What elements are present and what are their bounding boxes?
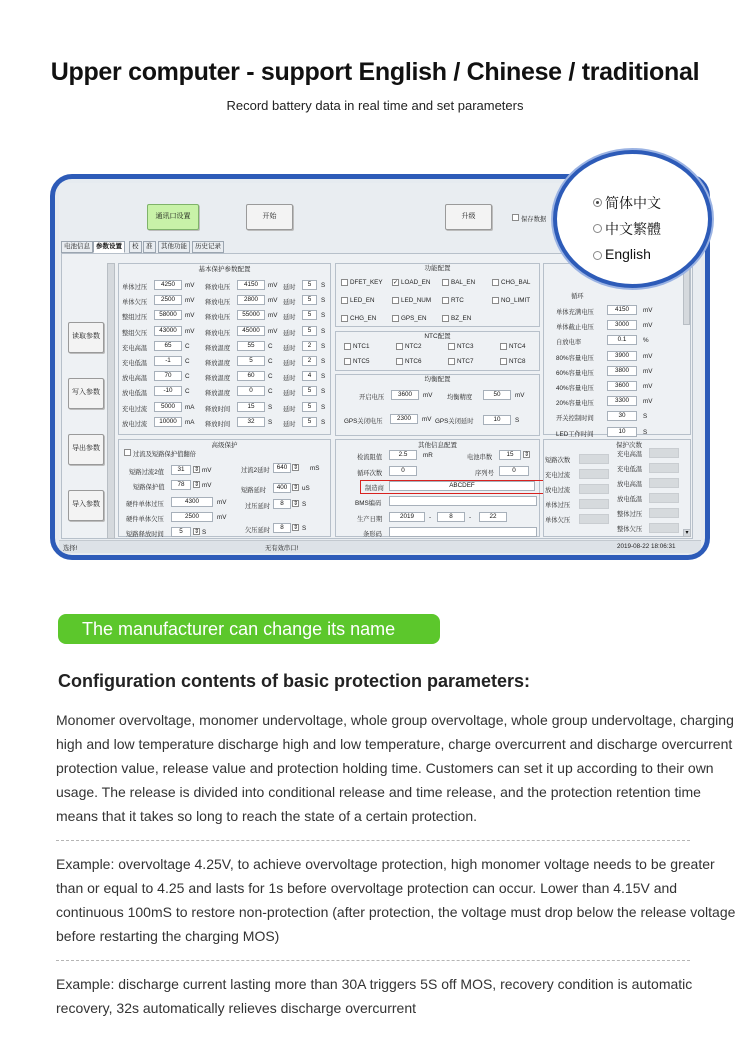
right-param-label: LED工作时间 [556,430,594,438]
ntc-label: NTC2 [405,343,422,350]
tab-calib-1[interactable]: 校 [129,241,142,253]
gps-off-voltage-label: GPS关闭电压 [344,418,383,425]
production-day-input[interactable]: 22 [479,512,507,522]
basic-param-unit: mV [185,312,195,320]
serial-number-input[interactable]: 0 [499,466,529,476]
ntc-label: NTC7 [457,358,474,365]
function-checkbox[interactable] [341,315,348,322]
right-param-unit: mV [643,322,653,330]
right-param-unit: % [643,337,649,345]
protection-count-value [579,454,609,464]
ov-delay-unit: S [302,501,307,508]
sense-resistor-label: 检流阻值 [357,454,383,461]
protection-count-label: 放电过流 [545,487,571,494]
release-unit: C [268,358,273,365]
basic-param-unit: C [185,342,190,350]
function-label: CHG_EN [350,315,377,322]
basic-param-label: 单体过压 [122,284,148,291]
function-label: DFET_KEY [350,279,383,286]
gps-off-delay-input[interactable]: 10 [483,415,511,425]
delay-input[interactable]: 5 [302,280,317,290]
status-message: 无有效串口! [265,545,299,552]
short-release-label: 短路释放时间 [126,531,164,538]
release-input[interactable]: 32 [237,417,265,427]
sense-resistor-unit: mR [423,452,433,459]
ntc-label: NTC6 [405,358,422,365]
right-param-label: 开关控制时间 [556,415,594,423]
release-input[interactable]: 60 [237,371,265,381]
right-param-label: 单体截止电压 [556,324,594,332]
right-param-label: 60%容量电压 [556,369,594,377]
right-param-unit: S [643,428,648,436]
short-release-spinner-icon[interactable]: ⇕ [194,529,200,535]
advanced-protection-title: 高级保护 [211,442,238,449]
short-val2-input[interactable]: 31 [171,465,191,475]
release-label: 释放温度 [205,390,231,398]
basic-param-unit: mV [185,282,195,289]
delay-unit: S [321,388,326,396]
uv-delay-spinner-icon[interactable]: ⇕ [293,525,299,531]
hw-ov-unit: mV [217,499,227,506]
right-param-input[interactable]: 3300 [607,396,637,406]
right-param-input[interactable]: 3000 [607,320,637,330]
oc2-delay-unit: mS [310,465,320,472]
manufacturer-label: 制造商 [365,485,384,492]
barcode-label: 条形码 [363,531,382,538]
other-info-title: 其他信息配置 [418,442,457,449]
status-datetime: 2019-08-22 18:06:31 [617,543,676,550]
protection-count-label: 充电过流 [545,472,571,479]
hw-uv-unit: mV [217,514,227,521]
release-input[interactable]: 5 [237,356,265,366]
release-label: 释放电压 [205,299,231,307]
right-param-label: 自放电率 [556,339,582,347]
short-prot-spinner-icon[interactable]: ⇕ [194,482,200,488]
basic-param-unit: C [185,373,190,381]
tab-other-functions[interactable]: 其他功能 [158,241,190,253]
function-label: RTC [451,297,464,304]
chevron-down-icon[interactable]: ▾ [683,529,691,537]
lang-radio-traditional[interactable] [593,224,602,233]
delay-label: 延时 [283,344,296,352]
protection-count-value [649,508,679,518]
delay-input[interactable]: 5 [302,386,317,396]
ntc-label: NTC8 [509,358,526,365]
tab-history[interactable]: 历史记录 [192,241,224,253]
ov-delay-label: 过压延时 [245,503,271,510]
right-param-input[interactable]: 0.1 [607,335,637,345]
basic-param-input[interactable]: 58000 [154,310,182,320]
basic-param-input[interactable]: 70 [154,371,182,381]
short-delay-input[interactable]: 400 [273,483,291,493]
delay-input[interactable]: 5 [302,326,317,336]
delay-input[interactable]: 5 [302,402,317,412]
protection-count-value [649,448,679,458]
delay-label: 延时 [283,375,296,383]
basic-param-unit: mV [185,297,195,305]
balance-config-panel [335,374,540,436]
loop-label: 循环 [571,293,584,300]
ntc-label: NTC3 [457,343,474,350]
gps-off-delay-label: GPS关闭延时 [435,418,474,425]
gps-off-voltage-input[interactable]: 2300 [390,414,418,424]
basic-param-input[interactable]: 4250 [154,280,182,290]
function-label: LED_EN [350,297,375,304]
date-sep-2: - [469,514,472,521]
release-unit: mV [268,282,278,289]
hw-ov-label: 硬件单体过压 [126,501,164,508]
start-button[interactable]: 开始 [246,204,293,230]
function-checkbox[interactable] [442,297,449,304]
function-label: LOAD_EN [401,279,431,286]
bms-code-label: BMS编码 [355,500,382,507]
read-params-button[interactable]: 读取参数 [68,322,104,353]
page-subtitle: Record battery data in real time and set parameters [226,98,524,113]
delay-label: 延时 [283,329,296,337]
tab-calib-2[interactable]: 准 [143,241,156,253]
short-delay-unit: uS [302,485,310,492]
function-label: CHG_BAL [501,279,531,286]
divider-2 [56,960,690,961]
function-label: BAL_EN [451,279,476,286]
delay-label: 延时 [283,405,296,413]
paragraph-1: Monomer overvoltage, monomer undervoltage, whole group overvoltage, whole group undervoltage, charging high and low temperature discharge high and low temperature, charge overcurrent and discharge overcurrent protection value, release value and protection holding time. Customers can set it up according to their own usage. The release is divided into conditional release and time release, and the protection retention time means that it takes so long to reach the state of a certain protection. [56,712,734,824]
tab-param-settings[interactable]: 参数设置 [93,241,125,253]
protection-count-value [579,484,609,494]
right-param-unit: mV [643,367,653,375]
export-params-button[interactable]: 导出参数 [68,434,104,465]
function-label: LED_NUM [401,297,432,304]
right-param-unit: S [643,413,648,421]
upgrade-button[interactable]: 升级 [445,204,492,230]
right-param-label: 80%容量电压 [556,354,594,362]
balance-prec-label: 均衡精度 [447,394,473,401]
right-param-label: 40%容量电压 [556,385,594,392]
lang-label-english: English [605,246,651,262]
page-title: Upper computer - support English / Chinese / traditional [50,58,700,86]
ntc-checkbox[interactable] [500,343,507,350]
release-unit: S [268,418,273,426]
short-delay-label: 短路延时 [241,487,267,494]
right-param-input[interactable]: 3600 [607,381,637,391]
right-param-input[interactable]: 10 [607,427,637,437]
protection-count-label: 短路次数 [545,457,571,464]
protection-count-value [579,499,609,509]
release-unit: C [268,342,273,350]
protection-count-value [579,469,609,479]
release-label: 释放时间 [205,420,231,428]
production-date-label: 生产日期 [357,516,383,523]
delay-unit: S [321,312,326,320]
basic-param-unit: mA [185,418,195,426]
release-unit: mV [268,327,278,335]
basic-param-label: 放电高温 [122,375,148,383]
basic-param-label: 整组过压 [122,314,148,322]
delay-label: 延时 [283,284,296,291]
basic-param-unit: mV [185,327,195,335]
delay-unit: S [321,418,326,426]
basic-param-input[interactable]: 43000 [154,326,182,336]
release-label: 释放时间 [205,405,231,413]
short-val2-spinner-icon[interactable]: ⇕ [194,467,200,473]
gps-off-voltage-unit: mV [422,416,432,423]
basic-param-label: 整组欠压 [122,329,148,337]
oc2-delay-spinner-icon[interactable]: ⇕ [293,465,299,471]
function-checkbox[interactable] [492,279,499,286]
cell-series-label: 电池串数 [467,454,493,461]
ov-delay-input[interactable]: 8 [273,499,291,509]
ntc-checkbox[interactable] [396,358,403,365]
right-param-input[interactable]: 30 [607,411,637,421]
protection-count-label: 充电低温 [617,466,643,473]
protection-count-value [649,478,679,488]
right-param-unit: mV [643,398,653,406]
basic-param-input[interactable]: 10000 [154,417,182,427]
lang-radio-english[interactable] [593,251,602,260]
delay-unit: S [321,342,326,350]
right-param-input[interactable]: 3900 [607,351,637,361]
write-params-button[interactable]: 写入参数 [68,378,104,409]
lang-label-simplified: 简体中文 [605,195,661,211]
release-unit: mV [268,312,278,320]
lang-radio-simplified[interactable] [593,198,602,207]
basic-param-input[interactable]: -10 [154,386,182,396]
delay-label: 延时 [283,314,296,322]
barcode-input[interactable] [389,527,537,537]
cycle-count-label: 循环次数 [357,470,383,477]
release-label: 释放电压 [205,329,231,337]
protection-count-label: 整体过压 [617,511,643,518]
delay-unit: S [321,373,326,381]
protection-count-label: 放电低温 [617,496,643,503]
release-input[interactable]: 45000 [237,326,265,336]
status-bar [59,540,701,553]
uv-delay-input[interactable]: 8 [273,523,291,533]
uv-delay-label: 欠压延时 [245,527,271,534]
paragraph-3: Example: discharge current lasting more than 30A triggers 5S off MOS, recovery condition is automatic recovery, 32s automatically relieves discharge overcurrent [56,976,693,1016]
basic-param-unit: C [185,358,190,365]
basic-param-input[interactable]: -1 [154,356,182,366]
protection-count-value [649,463,679,473]
protection-count-label: 单体欠压 [545,517,571,524]
delay-label: 延时 [283,299,296,307]
basic-protection-title: 基本保护参数配置 [198,266,251,273]
production-year-input[interactable]: 2019 [389,512,425,522]
left-scrollbar[interactable] [107,263,115,539]
basic-param-unit: C [185,388,190,396]
release-unit: C [268,373,273,381]
serial-settings-button[interactable]: 通讯口设置 [147,204,199,230]
short-release-unit: S [202,529,207,536]
delay-label: 延时 [283,390,296,398]
protection-count-label: 单体过压 [545,502,571,509]
basic-param-label: 放电过流 [122,420,148,428]
release-input[interactable]: 4150 [237,280,265,290]
release-input[interactable]: 15 [237,402,265,412]
function-checkbox[interactable] [341,279,348,286]
balance-config-title: 均衡配置 [424,376,451,383]
delay-input[interactable]: 5 [302,417,317,427]
release-input[interactable]: 0 [237,386,265,396]
right-param-input[interactable]: 4150 [607,305,637,315]
basic-param-label: 充电低温 [122,360,148,367]
basic-param-input[interactable]: 65 [154,341,182,351]
divider-1 [56,840,690,841]
hw-uv-input[interactable]: 2500 [171,512,213,522]
ntc-checkbox[interactable] [448,358,455,365]
function-checkbox[interactable] [341,297,348,304]
basic-param-label: 放电低温 [122,390,148,398]
release-label: 释放温度 [205,344,231,352]
uv-delay-unit: S [302,525,307,532]
delay-unit: S [321,297,326,305]
short-delay-spinner-icon[interactable]: ⇕ [293,485,299,491]
function-checkbox[interactable] [442,315,449,322]
delay-input[interactable]: 2 [302,341,317,351]
double-protection-checkbox[interactable] [124,449,131,456]
right-param-unit: mV [643,307,653,314]
ov-delay-spinner-icon[interactable]: ⇕ [293,501,299,507]
release-unit: S [268,403,273,411]
protection-count-label: 整体欠压 [617,526,643,533]
delay-label: 延时 [283,360,296,367]
protection-count-title: 保护次数 [616,442,642,449]
basic-param-label: 充电高温 [122,344,148,352]
short-prot-unit: mV [202,482,212,489]
protection-count-value [649,523,679,533]
oc2-delay-input[interactable]: 640 [273,463,291,473]
release-label: 释放温度 [205,375,231,383]
ntc-checkbox[interactable] [344,343,351,350]
serial-number-label: 序列号 [475,470,494,477]
section-title: Configuration contents of basic protection parameters: [58,671,531,691]
short-release-input[interactable]: 5 [171,527,191,537]
basic-param-input[interactable]: 5000 [154,402,182,412]
date-sep-1: - [429,514,432,521]
delay-unit: S [321,327,326,335]
release-label: 释放电压 [205,314,231,322]
status-left: 选择! [63,545,78,552]
cell-series-spinner-icon[interactable]: ⇕ [524,452,530,458]
release-unit: C [268,388,273,396]
function-label: NO_LIMIT [501,297,531,304]
balance-open-unit: mV [423,392,433,399]
delay-input[interactable]: 4 [302,371,317,381]
delay-input[interactable]: 5 [302,310,317,320]
tab-battery-info[interactable]: 电池信息 [61,241,93,253]
paragraph-2: Example: overvoltage 4.25V, to achieve overvoltage protection, high monomer voltage needs to be greater than or equal to 4.25 and lasts for 1s before overvoltage protection can occur. Lower than 4.15V and continuous 100mS to restore non-protection (after protection, the voltage must drop below the release voltage before restarting the charging MOS) [56,856,736,944]
short-val2-label: 短路过流2值 [129,469,164,476]
protection-count-value [649,493,679,503]
function-checkbox[interactable] [492,297,499,304]
delay-unit: S [321,282,326,289]
balance-open-label: 开启电压 [359,394,385,401]
protection-count-value [579,514,609,524]
delay-input[interactable]: 2 [302,356,317,366]
basic-param-unit: mA [185,403,195,411]
right-param-input[interactable]: 3800 [607,366,637,376]
basic-param-label: 单体欠压 [122,299,148,307]
basic-param-input[interactable]: 2500 [154,295,182,305]
function-checkbox[interactable] [442,279,449,286]
ntc-checkbox[interactable] [500,358,507,365]
import-params-button[interactable]: 导入参数 [68,490,104,521]
ntc-checkbox[interactable] [344,358,351,365]
production-month-input[interactable]: 8 [437,512,465,522]
balance-prec-unit: mV [515,392,525,399]
delay-input[interactable]: 5 [302,295,317,305]
lang-label-traditional: 中文繁體 [605,221,661,237]
release-input[interactable]: 2800 [237,295,265,305]
right-param-unit: mV [643,383,653,390]
release-input[interactable]: 55000 [237,310,265,320]
release-label: 释放温度 [205,360,231,367]
ntc-checkbox[interactable] [448,343,455,350]
manufacturer-input[interactable]: ABCDEF [389,481,535,491]
short-prot-label: 短路保护值 [133,484,165,491]
release-label: 释放电压 [205,284,231,291]
right-param-unit: mV [643,352,653,360]
manufacturer-pill: The manufacturer can change its name [58,614,440,644]
protection-count-label: 充电高温 [617,451,643,458]
bms-code-input[interactable] [389,496,537,506]
short-val2-unit: mV [202,467,212,474]
save-data-checkbox[interactable] [512,214,519,221]
oc2-delay-label: 过流2延时 [241,467,270,474]
release-input[interactable]: 55 [237,341,265,351]
right-param-label: 20%容量电压 [556,400,594,408]
balance-prec-input[interactable]: 50 [483,390,511,400]
cell-series-input[interactable]: 15 [499,450,521,460]
sense-resistor-input[interactable]: 2.5 [389,450,417,460]
function-checkbox[interactable]: ✓ [393,280,399,286]
save-data-label: 保存数据 [521,216,547,223]
function-checkbox[interactable] [392,315,399,322]
ntc-config-title: NTC配置 [424,333,451,340]
ntc-label: NTC5 [353,358,370,365]
basic-param-label: 充电过流 [122,405,148,413]
cycle-count-input[interactable]: 0 [389,466,417,476]
release-unit: mV [268,297,278,305]
hw-ov-input[interactable]: 4300 [171,497,213,507]
right-param-label: 单体充满电压 [556,309,594,316]
ntc-label: NTC1 [353,343,370,350]
gps-off-delay-unit: S [515,417,520,424]
protection-count-label: 放电高温 [617,481,643,488]
language-zoom-callout [553,150,712,288]
delay-label: 延时 [283,420,296,428]
double-protection-label: 过流及短路保护值翻倍 [133,451,196,458]
function-label: BZ_EN [451,315,472,322]
function-checkbox[interactable] [392,297,399,304]
ntc-checkbox[interactable] [396,343,403,350]
balance-open-input[interactable]: 3600 [391,390,419,400]
delay-unit: S [321,358,326,365]
function-config-title: 功能配置 [424,265,451,272]
delay-unit: S [321,403,326,411]
short-prot-input[interactable]: 78 [171,480,191,490]
right-params-panel [543,263,691,435]
right-scrollbar[interactable] [683,265,690,325]
function-label: GPS_EN [401,315,427,322]
ntc-label: NTC4 [509,343,526,350]
hw-uv-label: 硬件单体欠压 [126,516,164,523]
